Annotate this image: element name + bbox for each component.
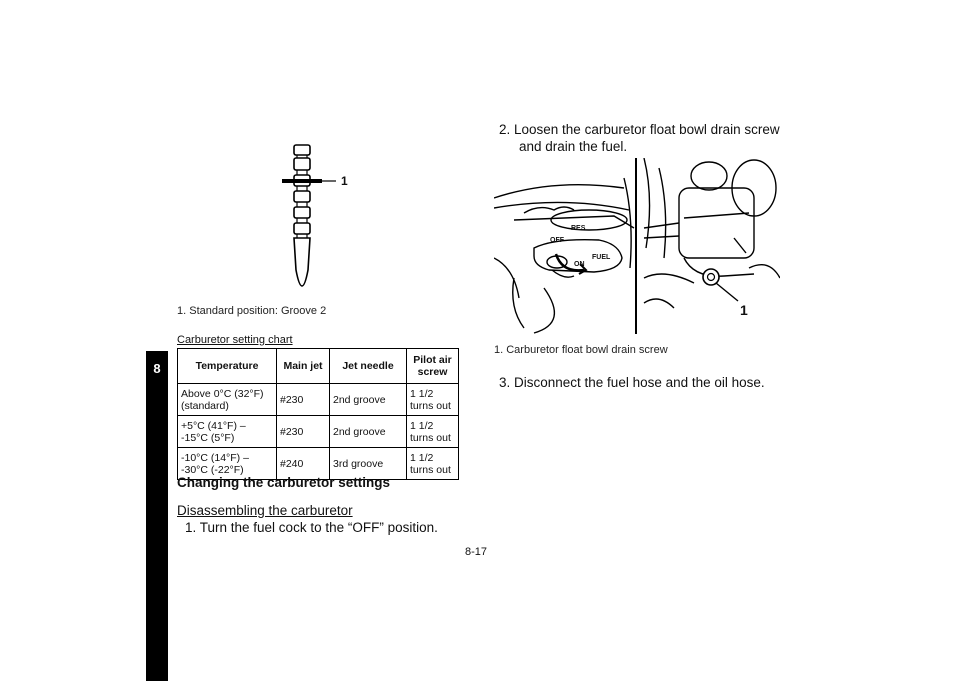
cell-line: 1 1/2 bbox=[410, 387, 434, 400]
photo-label-fuel: FUEL bbox=[592, 254, 611, 261]
cell-line: turns out bbox=[410, 399, 451, 412]
cell-line: 1 1/2 bbox=[410, 419, 434, 432]
cell-temperature bbox=[178, 416, 277, 448]
photo-caption: 1. Carburetor float bowl drain screw bbox=[494, 344, 668, 356]
step-3: 3. Disconnect the fuel hose and the oil hose. bbox=[499, 375, 765, 390]
carburetor-setting-table bbox=[177, 348, 459, 480]
cell-line: (standard) bbox=[181, 399, 229, 412]
step-1: 1. Turn the fuel cock to the “OFF” position. bbox=[185, 520, 438, 535]
cell-line: -30°C (-22°F) bbox=[181, 463, 244, 476]
cell-jet-needle: 2nd groove bbox=[330, 384, 407, 416]
photo-label-off: OFF bbox=[550, 237, 564, 244]
header-jet-needle: Jet needle bbox=[330, 349, 407, 384]
carburetor-illustration bbox=[494, 158, 780, 334]
table-row bbox=[178, 416, 459, 448]
chart-title: Carburetor setting chart bbox=[177, 334, 293, 346]
needle-callout: 1 bbox=[341, 174, 348, 188]
cell-line: +5°C (41°F) – bbox=[181, 419, 246, 432]
cell-line: 1 1/2 bbox=[410, 451, 434, 464]
table-row bbox=[178, 384, 459, 416]
jet-needle-figure bbox=[270, 140, 370, 290]
cell-main-jet: #230 bbox=[277, 416, 330, 448]
header-main-jet: Main jet bbox=[277, 349, 330, 384]
cell-line: Above 0°C (32°F) bbox=[181, 387, 264, 400]
step-2-line-1: 2. Loosen the carburetor float bowl drain screw bbox=[499, 122, 780, 137]
cell-main-jet: #230 bbox=[277, 384, 330, 416]
photo-callout: 1 bbox=[740, 302, 748, 318]
step-2-line-2: and drain the fuel. bbox=[519, 139, 628, 154]
cell-line: -10°C (14°F) – bbox=[181, 451, 249, 464]
cell-main-jet: #240 bbox=[277, 448, 330, 480]
cell-line: turns out bbox=[410, 431, 451, 444]
page-number: 8-17 bbox=[465, 546, 488, 558]
subheading: Disassembling the carburetor bbox=[177, 503, 353, 518]
cell-pilot-air-screw bbox=[407, 416, 459, 448]
cell-line: turns out bbox=[410, 463, 451, 476]
cell-jet-needle: 3rd groove bbox=[330, 448, 407, 480]
section-heading: Changing the carburetor settings bbox=[177, 475, 391, 490]
chapter-tab: 8 bbox=[146, 351, 168, 681]
cell-jet-needle: 2nd groove bbox=[330, 416, 407, 448]
table-header-row bbox=[178, 349, 459, 384]
header-pilot-air-screw: Pilot air screw bbox=[407, 349, 459, 384]
header-temperature: Temperature bbox=[178, 349, 277, 384]
cell-pilot-air-screw bbox=[407, 384, 459, 416]
photo-label-res: RES bbox=[571, 225, 586, 232]
cell-temperature bbox=[178, 384, 277, 416]
cell-line: -15°C (5°F) bbox=[181, 431, 235, 444]
cell-pilot-air-screw bbox=[407, 448, 459, 480]
needle-caption: 1. Standard position: Groove 2 bbox=[177, 305, 327, 317]
photo-label-on: ON bbox=[574, 261, 585, 268]
